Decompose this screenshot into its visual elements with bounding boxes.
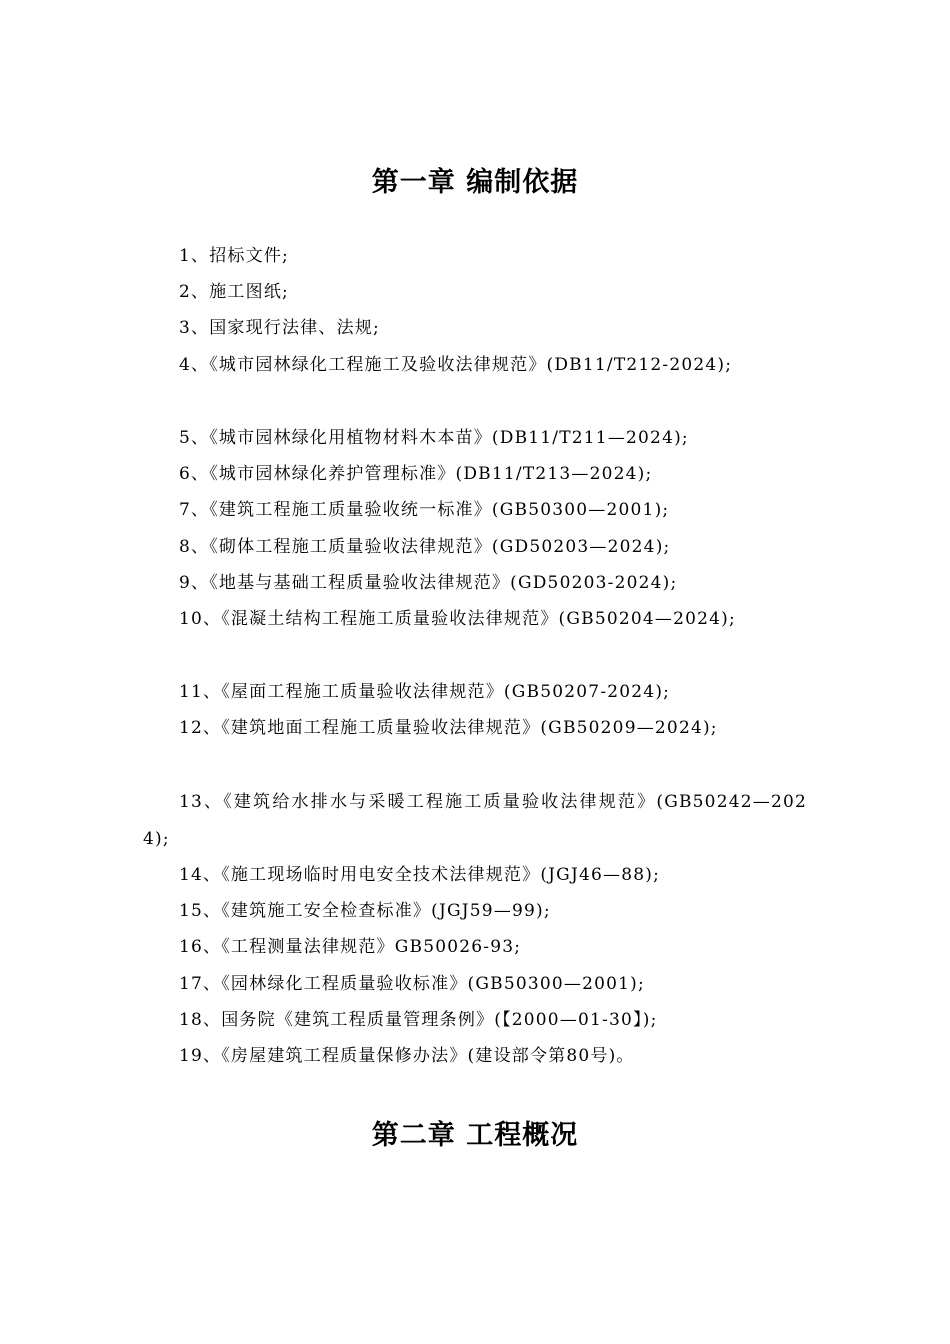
chapter-2-title: 第二章 工程概况 [371,1120,579,1151]
basis-item-1: 1、招标文件; [179,246,289,266]
basis-item-2: 2、施工图纸; [179,282,289,302]
basis-item-5: 5、《城市园林绿化用植物材料木本苗》(DB11/T211—2024); [179,428,689,448]
basis-item-8: 8、《砌体工程施工质量验收法律规范》(GD50203—2024); [179,537,671,557]
basis-item-9: 9、《地基与基础工程质量验收法律规范》(GD50203-2024); [179,573,678,593]
basis-item-4: 4、《城市园林绿化工程施工及验收法律规范》(DB11/T212-2024); [179,355,733,375]
basis-item-3: 3、国家现行法律、法规; [179,318,380,338]
basis-item-14: 14、《施工现场临时用电安全技术法律规范》(JGJ46—88); [179,865,660,885]
basis-item-15: 15、《建筑施工安全检查标准》(JGJ59—99); [179,901,551,921]
basis-item-17: 17、《园林绿化工程质量验收标准》(GB50300—2001); [179,974,645,994]
basis-item-18: 18、国务院《建筑工程质量管理条例》(【2000—01-30】); [179,1010,658,1030]
basis-item-12: 12、《建筑地面工程施工质量验收法律规范》(GB50209—2024); [179,718,718,738]
basis-item-7: 7、《建筑工程施工质量验收统一标准》(GB50300—2001); [179,500,670,520]
basis-item-16: 16、《工程测量法律规范》GB50026-93; [179,937,522,957]
basis-item-6: 6、《城市园林绿化养护管理标准》(DB11/T213—2024); [179,464,653,484]
basis-item-19: 19、《房屋建筑工程质量保修办法》(建设部令第80号)。 [179,1046,635,1066]
chapter-1-title: 第一章 编制依据 [371,167,579,198]
basis-item-10: 10、《混凝土结构工程施工质量验收法律规范》(GB50204—2024); [179,609,736,629]
basis-item-11: 11、《屋面工程施工质量验收法律规范》(GB50207-2024); [179,682,671,702]
basis-item-13: 13、《建筑给水排水与采暖工程施工质量验收法律规范》(GB50242—2024); [143,792,807,849]
